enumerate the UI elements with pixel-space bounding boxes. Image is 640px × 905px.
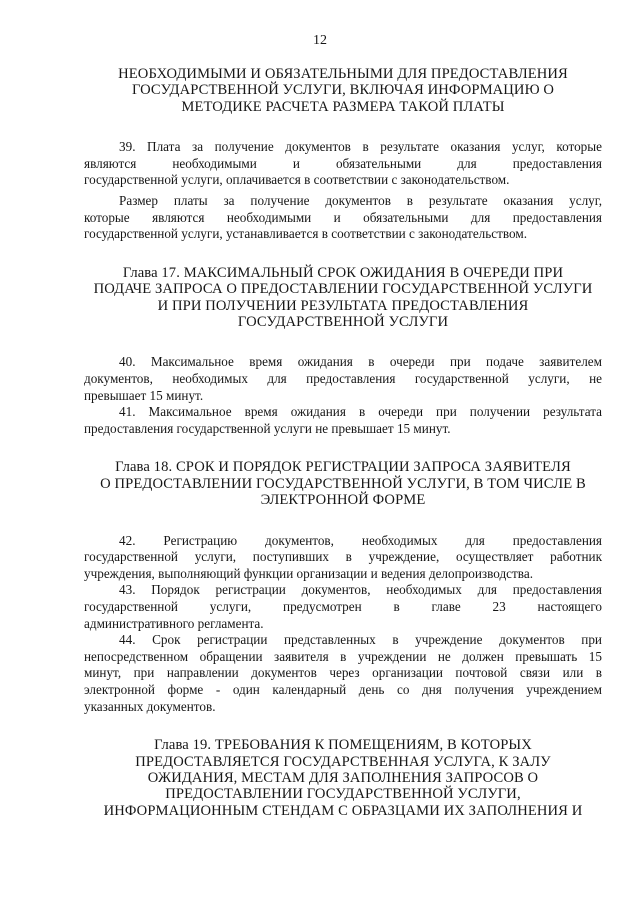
paragraph-42 <box>84 533 602 583</box>
paragraph-line: учреждения, выполняющий функции организации и ведения делопроизводства. <box>84 565 533 581</box>
chapter-17-heading <box>84 265 602 331</box>
paragraph-line: 42. Регистрацию документов, необходимых для предоставления <box>119 532 602 548</box>
paragraph-43 <box>84 582 602 632</box>
paragraph-line: государственной услуги, поступивших в учреждение, осуществляет работник <box>84 549 602 565</box>
document-body <box>84 66 602 819</box>
paragraph-line: 44. Срок регистрации представленных в учреждение документов при <box>119 632 602 648</box>
heading-line: ИНФОРМАЦИОННЫМ СТЕНДАМ С ОБРАЗЦАМИ ИХ ЗАПОЛНЕНИЯ И <box>103 802 583 819</box>
heading-line: МЕТОДИКЕ РАСЧЕТА РАЗМЕРА ТАКОЙ ПЛАТЫ <box>181 98 505 115</box>
heading-line: О ПРЕДОСТАВЛЕНИИ ГОСУДАРСТВЕННОЙ УСЛУГИ, В ТОМ ЧИСЛЕ В <box>100 475 586 492</box>
paragraph-line: электронной форме - один календарный день со дня получения учреждением <box>84 681 602 697</box>
paragraph-line: указанных документов. <box>84 698 216 714</box>
paragraph-line: 43. Порядок регистрации документов, необходимых для предоставления <box>119 582 602 598</box>
heading-line: ПОДАЧЕ ЗАПРОСА О ПРЕДОСТАВЛЕНИИ ГОСУДАРСТВЕННОЙ УСЛУГИ <box>93 281 593 298</box>
paragraph-line: государственной услуги, предусмотрен в главе 23 настоящего <box>84 598 602 614</box>
chapter-19-heading <box>84 737 602 819</box>
heading-line: Глава 17. МАКСИМАЛЬНЫЙ СРОК ОЖИДАНИЯ В ОЧЕРЕДИ ПРИ <box>122 264 564 281</box>
paragraph-line: государственной услуги, устанавливается в соответствии с законодательством. <box>84 226 528 242</box>
paragraph-39-continued <box>84 193 602 243</box>
page-number: 12 <box>313 33 327 48</box>
heading-line: И ПРИ ПОЛУЧЕНИИ РЕЗУЛЬТАТА ПРЕДОСТАВЛЕНИЯ <box>157 297 529 314</box>
paragraph-39 <box>84 139 602 189</box>
paragraph-line: 40. Максимальное время ожидания в очереди при подаче заявителем <box>119 354 602 370</box>
heading-line: Глава 18. СРОК И ПОРЯДОК РЕГИСТРАЦИИ ЗАПРОСА ЗАЯВИТЕЛЯ <box>115 459 571 476</box>
paragraph-line: являются необходимыми и обязательными для предоставления <box>84 155 602 171</box>
paragraph-line: предоставления государственной услуги не превышает 15 минут. <box>84 420 451 436</box>
paragraph-line: минут, при направлении документов через организации почтовой связи или в <box>84 665 602 681</box>
heading-line: НЕОБХОДИМЫМИ И ОБЯЗАТЕЛЬНЫМИ ДЛЯ ПРЕДОСТАВЛЕНИЯ <box>118 66 568 82</box>
heading-line: ПРЕДОСТАВЛЕНИИ ГОСУДАРСТВЕННОЙ УСЛУГИ, <box>165 786 521 803</box>
paragraph-41 <box>84 404 602 437</box>
chapter-18-heading <box>84 459 602 508</box>
chapter-16-heading-continued <box>84 66 602 115</box>
paragraph-line: административного регламента. <box>84 615 264 631</box>
paragraph-40 <box>84 354 602 404</box>
paragraph-line: 39. Плата за получение документов в результате оказания услуг, которые <box>119 139 602 155</box>
paragraph-line: непосредственном обращении заявителя в учреждении не должен превышать 15 <box>84 648 602 664</box>
paragraph-line: превышает 15 минут. <box>84 387 204 403</box>
heading-line: ОЖИДАНИЯ, МЕСТАМ ДЛЯ ЗАПОЛНЕНИЯ ЗАПРОСОВ О <box>147 769 539 786</box>
paragraph-44 <box>84 632 602 715</box>
paragraph-line: Размер платы за получение документов в результате оказания услуг, <box>119 193 602 208</box>
heading-line: ПРЕДОСТАВЛЯЕТСЯ ГОСУДАРСТВЕННАЯ УСЛУГА, К ЗАЛУ <box>135 753 551 770</box>
heading-line: ЭЛЕКТРОННОЙ ФОРМЕ <box>260 492 426 509</box>
paragraph-line: документов, необходимых для предоставления государственной услуги, не <box>84 371 602 386</box>
heading-line: ГОСУДАРСТВЕННОЙ УСЛУГИ, ВКЛЮЧАЯ ИНФОРМАЦИЮ О <box>131 82 555 99</box>
paragraph-line: 41. Максимальное время ожидания в очереди при получении результата <box>119 404 602 420</box>
heading-line: Глава 19. ТРЕБОВАНИЯ К ПОМЕЩЕНИЯМ, В КОТОРЫХ <box>154 737 532 754</box>
paragraph-line: государственной услуги, оплачивается в соответствии с законодательством. <box>84 172 510 188</box>
paragraph-line: которые являются необходимыми и обязательными для предоставления <box>84 209 602 225</box>
heading-line: ГОСУДАРСТВЕННОЙ УСЛУГИ <box>237 314 449 330</box>
